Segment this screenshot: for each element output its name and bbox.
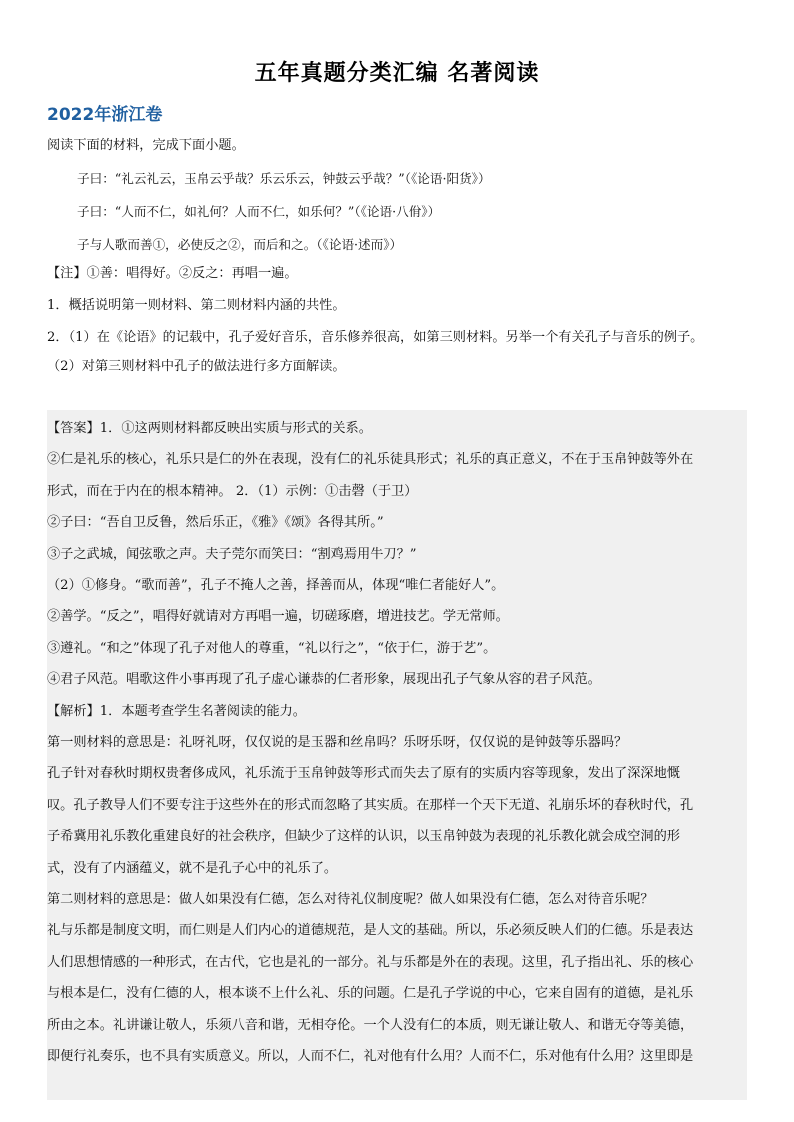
quote-1: 子曰：“礼云礼云，玉帛云乎哉？乐云乐云，钟鼓云乎哉？”（《论语·阳货》） xyxy=(77,171,491,186)
answer-line: ②善学。“反之”，唱得好就请对方再唱一遍，切磋琢磨，增进技艺。学无常师。 xyxy=(47,609,509,625)
quote-3: 子与人歌而善①，必使反之②，而后和之。（《论语·述而》） xyxy=(77,237,403,252)
answer-line: 子希冀用礼乐教化重建良好的社会秩序，但缺少了这样的认识，以玉帛钟鼓为表现的礼乐教化就会成空洞的形 xyxy=(47,829,680,845)
quote-2: 子曰：“人而不仁，如礼何？人而不仁，如乐何？”（《论语·八佾》） xyxy=(77,204,441,219)
answer-line: ②仁是礼乐的核心，礼乐只是仁的外在表现，没有仁的礼乐徒具形式；礼乐的真正意义，不在于玉帛钟鼓等外在 xyxy=(47,452,694,468)
answer-line: ④君子风范。唱歌这件小事再现了孔子虚心谦恭的仁者形象，展现出孔子气象从容的君子风范。 xyxy=(47,672,601,688)
answer-line: 所由之本。礼讲谦让敬人，乐须八音和谐，无相夺伦。一个人没有仁的本质，则无谦让敬人、和谐无夺等美德， xyxy=(47,1017,694,1033)
answer-line: 人们思想情感的一种形式，在古代，它也是礼的一部分。礼与乐都是外在的表现。这里，孔子指出礼、乐的核心 xyxy=(47,954,694,970)
question-item-3: （2）对第三则材料中孔子的做法进行多方面解读。 xyxy=(47,359,346,374)
answer-line: 孔子针对春秋时期权贵奢侈成风，礼乐流于玉帛钟鼓等形式而失去了原有的实质内容等现象，发出了深深地慨 xyxy=(47,766,680,782)
answer-line: 即便行礼奏乐，也不具有实质意义。所以，人而不仁，礼对他有什么用？人而不仁，乐对他有什么用？这里即是 xyxy=(47,1049,694,1064)
note: 【注】①善：唱得好。②反之：再唱一遍。 xyxy=(47,266,298,281)
question-intro: 阅读下面的材料，完成下面小题。 xyxy=(47,138,245,153)
question-item-1: 1．概括说明第一则材料、第二则材料内涵的共性。 xyxy=(47,298,346,313)
question-item-2: 2．（1）在《论语》的记载中，孔子爱好音乐，音乐修养很高，如第三则材料。另举一个有关孔子与音乐的例子。 xyxy=(47,330,704,345)
answer-line: 式，没有了内涵蕴义，就不是孔子心中的礼乐了。 xyxy=(47,860,338,876)
section-heading: 2022年浙江卷 xyxy=(47,105,163,125)
answer-line: ③遵礼。“和之”体现了孔子对他人的尊重，“礼以行之”，“依于仁，游于艺”。 xyxy=(47,640,497,656)
answer-line: 【解析】1．本题考查学生名著阅读的能力。 xyxy=(47,703,306,719)
answer-line: ②子曰：“吾自卫反鲁，然后乐正，《雅》《颂》各得其所。” xyxy=(47,515,384,531)
answer-line: 叹。孔子教导人们不要专注于这些外在的形式而忽略了其实质。在那样一个天下无道、礼崩乐坏的春秋时代，孔 xyxy=(47,797,694,813)
answer-line: 第一则材料的意思是：礼呀礼呀，仅仅说的是玉器和丝帛吗？乐呀乐呀，仅仅说的是钟鼓等乐器吗？ xyxy=(47,735,628,750)
page-title: 五年真题分类汇编 名著阅读 xyxy=(254,61,540,86)
answer-line: ③子之武城，闻弦歌之声。夫子莞尔而笑曰：“割鸡焉用牛刀？” xyxy=(47,546,417,562)
answer-line: 礼与乐都是制度文明，而仁则是人们内心的道德规范，是人文的基础。所以，乐必须反映人们的仁德。乐是表达 xyxy=(47,923,694,939)
answer-line: 与根本是仁，没有仁德的人，根本谈不上什么礼、乐的问题。仁是孔子学说的中心，它来自固有的道德，是礼乐 xyxy=(47,986,694,1002)
answer-line: （2）①修身。“歌而善”，孔子不掩人之善，择善而从，体现“唯仁者能好人”。 xyxy=(47,578,505,593)
answer-line: 【答案】1．①这两则材料都反映出实质与形式的关系。 xyxy=(47,421,372,436)
answer-line: 第二则材料的意思是：做人如果没有仁德，怎么对待礼仪制度呢？做人如果没有仁德，怎么对待音乐呢？ xyxy=(47,892,654,907)
answer-line: 形式，而在于内在的根本精神。 2．（1）示例：①击磬（于卫） xyxy=(47,483,418,499)
